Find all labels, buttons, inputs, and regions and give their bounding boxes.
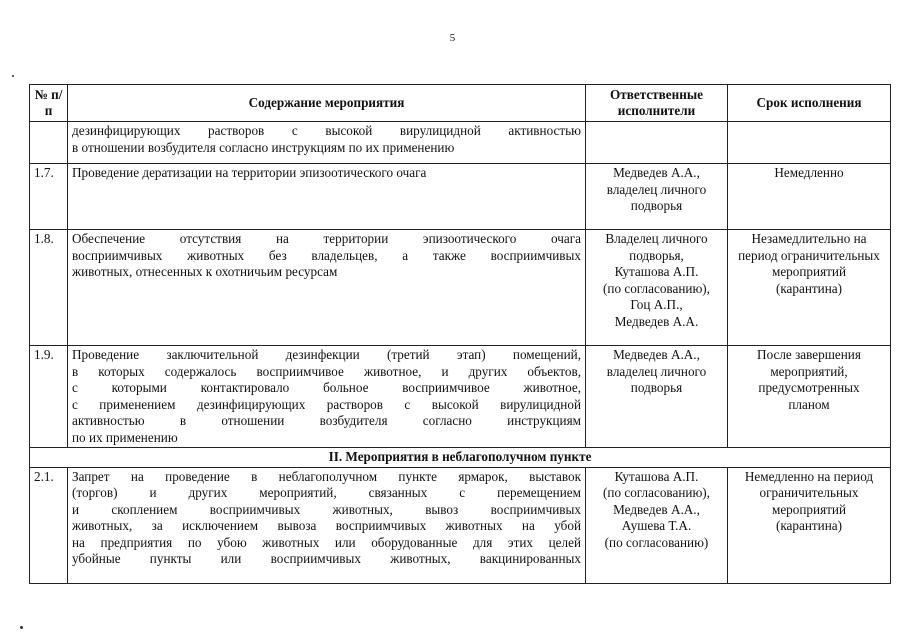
content-line: дезинфицирующих растворов с высокой вирулицидной активностью: [72, 123, 581, 138]
header-num: № п/п: [30, 85, 68, 122]
deadline-line: После завершения: [757, 347, 861, 362]
responsible-line: Медведев А.А.,: [613, 347, 700, 362]
row-content: [68, 346, 586, 448]
content-line: восприимчивых животных без владельцев, а также восприимчивых: [72, 247, 581, 263]
responsible-line: Куташова А.П.: [614, 264, 699, 279]
content-line: и скоплением восприимчивых животных, вывоз восприимчивых: [72, 501, 581, 517]
row-responsible: [586, 164, 728, 230]
row-content: [68, 230, 586, 346]
content-line: активностью в отношении возбудителя согласно инструкциям: [72, 413, 581, 428]
action-plan-table: [29, 84, 891, 584]
deadline-line: (карантина): [775, 280, 843, 296]
row-content: [68, 467, 586, 583]
content-line: Проведение дератизации на территории эпизоотического очага: [72, 165, 427, 180]
table-row-1-8: [30, 230, 891, 346]
row-deadline: [728, 346, 891, 448]
row-deadline: [728, 230, 891, 346]
responsible-line: Медведев А.А.,: [613, 501, 700, 517]
table-row-1-9: [30, 346, 891, 448]
row-responsible: [586, 346, 728, 448]
row-num: [30, 122, 68, 164]
responsible-line: (по согласованию),: [603, 280, 710, 296]
row-num: 2.1.: [30, 467, 68, 583]
content-line: в которых содержалось восприимчивое животное, и других объектов,: [72, 363, 581, 379]
content-line: по их применению: [72, 429, 178, 445]
deadline-line: Немедленно: [774, 165, 844, 180]
deadline-line: Немедленно на период: [744, 468, 874, 484]
table-section-row: [30, 448, 891, 468]
row-deadline: [728, 122, 891, 164]
page-number: 5: [449, 32, 456, 44]
responsible-line: Куташова А.П.: [614, 468, 699, 484]
responsible-line: (по согласованию): [604, 534, 709, 550]
row-content: [68, 122, 586, 164]
deadline-line: (карантина): [775, 518, 843, 533]
responsible-line: Аушева Т.А.: [621, 518, 692, 533]
deadline-line: Незамедлительно на: [751, 231, 867, 246]
responsible-line: Гоц А.П.,: [630, 297, 683, 312]
responsible-line: владелец личного: [606, 363, 707, 379]
row-deadline: [728, 164, 891, 230]
deadline-line: ограничительных: [759, 485, 859, 500]
row-content: [68, 164, 586, 230]
section-title: II. Мероприятия в неблагополучном пункте: [30, 448, 891, 468]
row-num: 1.7.: [30, 164, 68, 230]
content-line: Запрет на проведение в неблагополучном пункте ярмарок, выставок: [72, 468, 581, 484]
table-row-continuation: [30, 122, 891, 164]
responsible-line: Владелец личного: [605, 231, 708, 246]
content-line: (торгов) и других мероприятий, связанных с перемещением: [72, 485, 581, 500]
header-responsible: Ответственные исполнители: [586, 85, 728, 122]
content-line: с которыми контактировало больное восприимчивое животное,: [72, 380, 581, 395]
deadline-line: мероприятий,: [770, 363, 848, 379]
row-responsible: [586, 467, 728, 583]
content-line: животных, отнесенных к охотничьим ресурсам: [72, 264, 338, 279]
responsible-line: владелец личного: [606, 181, 707, 197]
row-responsible: [586, 230, 728, 346]
responsible-line: (по согласованию),: [603, 485, 710, 500]
content-line: с применением дезинфицирующих растворов с высокой вирулицидной: [72, 396, 581, 412]
row-num: 1.9.: [30, 346, 68, 448]
responsible-line: Медведев А.А.: [614, 313, 699, 329]
scan-speck: [12, 75, 14, 77]
responsible-line: подворья,: [629, 247, 684, 263]
row-deadline: [728, 467, 891, 583]
deadline-line: период ограничительных: [738, 247, 880, 263]
deadline-line: мероприятий: [771, 501, 847, 517]
table-row-1-7: [30, 164, 891, 230]
row-responsible: [586, 122, 728, 164]
content-line: в отношении возбудителя согласно инструкциям по их применению: [72, 139, 455, 155]
header-content: Содержание мероприятия: [68, 85, 586, 122]
deadline-line: предусмотренных: [758, 380, 860, 395]
content-line: Проведение заключительной дезинфекции (третий этап) помещений,: [72, 347, 581, 362]
responsible-line: подворья: [630, 380, 683, 395]
content-line: животных, за исключением вывоза восприимчивых животных на убой: [72, 518, 581, 533]
responsible-line: подворья: [630, 198, 683, 213]
deadline-line: планом: [788, 396, 830, 412]
deadline-line: мероприятий: [771, 264, 847, 279]
table-header-row: [30, 85, 891, 122]
row-num: 1.8.: [30, 230, 68, 346]
content-line: убойные пункты или восприимчивых животных, вакцинированных: [72, 551, 581, 566]
content-line: Обеспечение отсутствия на территории эпизоотического очага: [72, 231, 581, 246]
table-row-2-1: [30, 467, 891, 583]
responsible-line: Медведев А.А.,: [613, 165, 700, 180]
content-line: на предприятия по убою животных или оборудованные для этих целей: [72, 534, 581, 550]
header-deadline: Срок исполнения: [728, 85, 891, 122]
scan-speck: [20, 626, 23, 629]
